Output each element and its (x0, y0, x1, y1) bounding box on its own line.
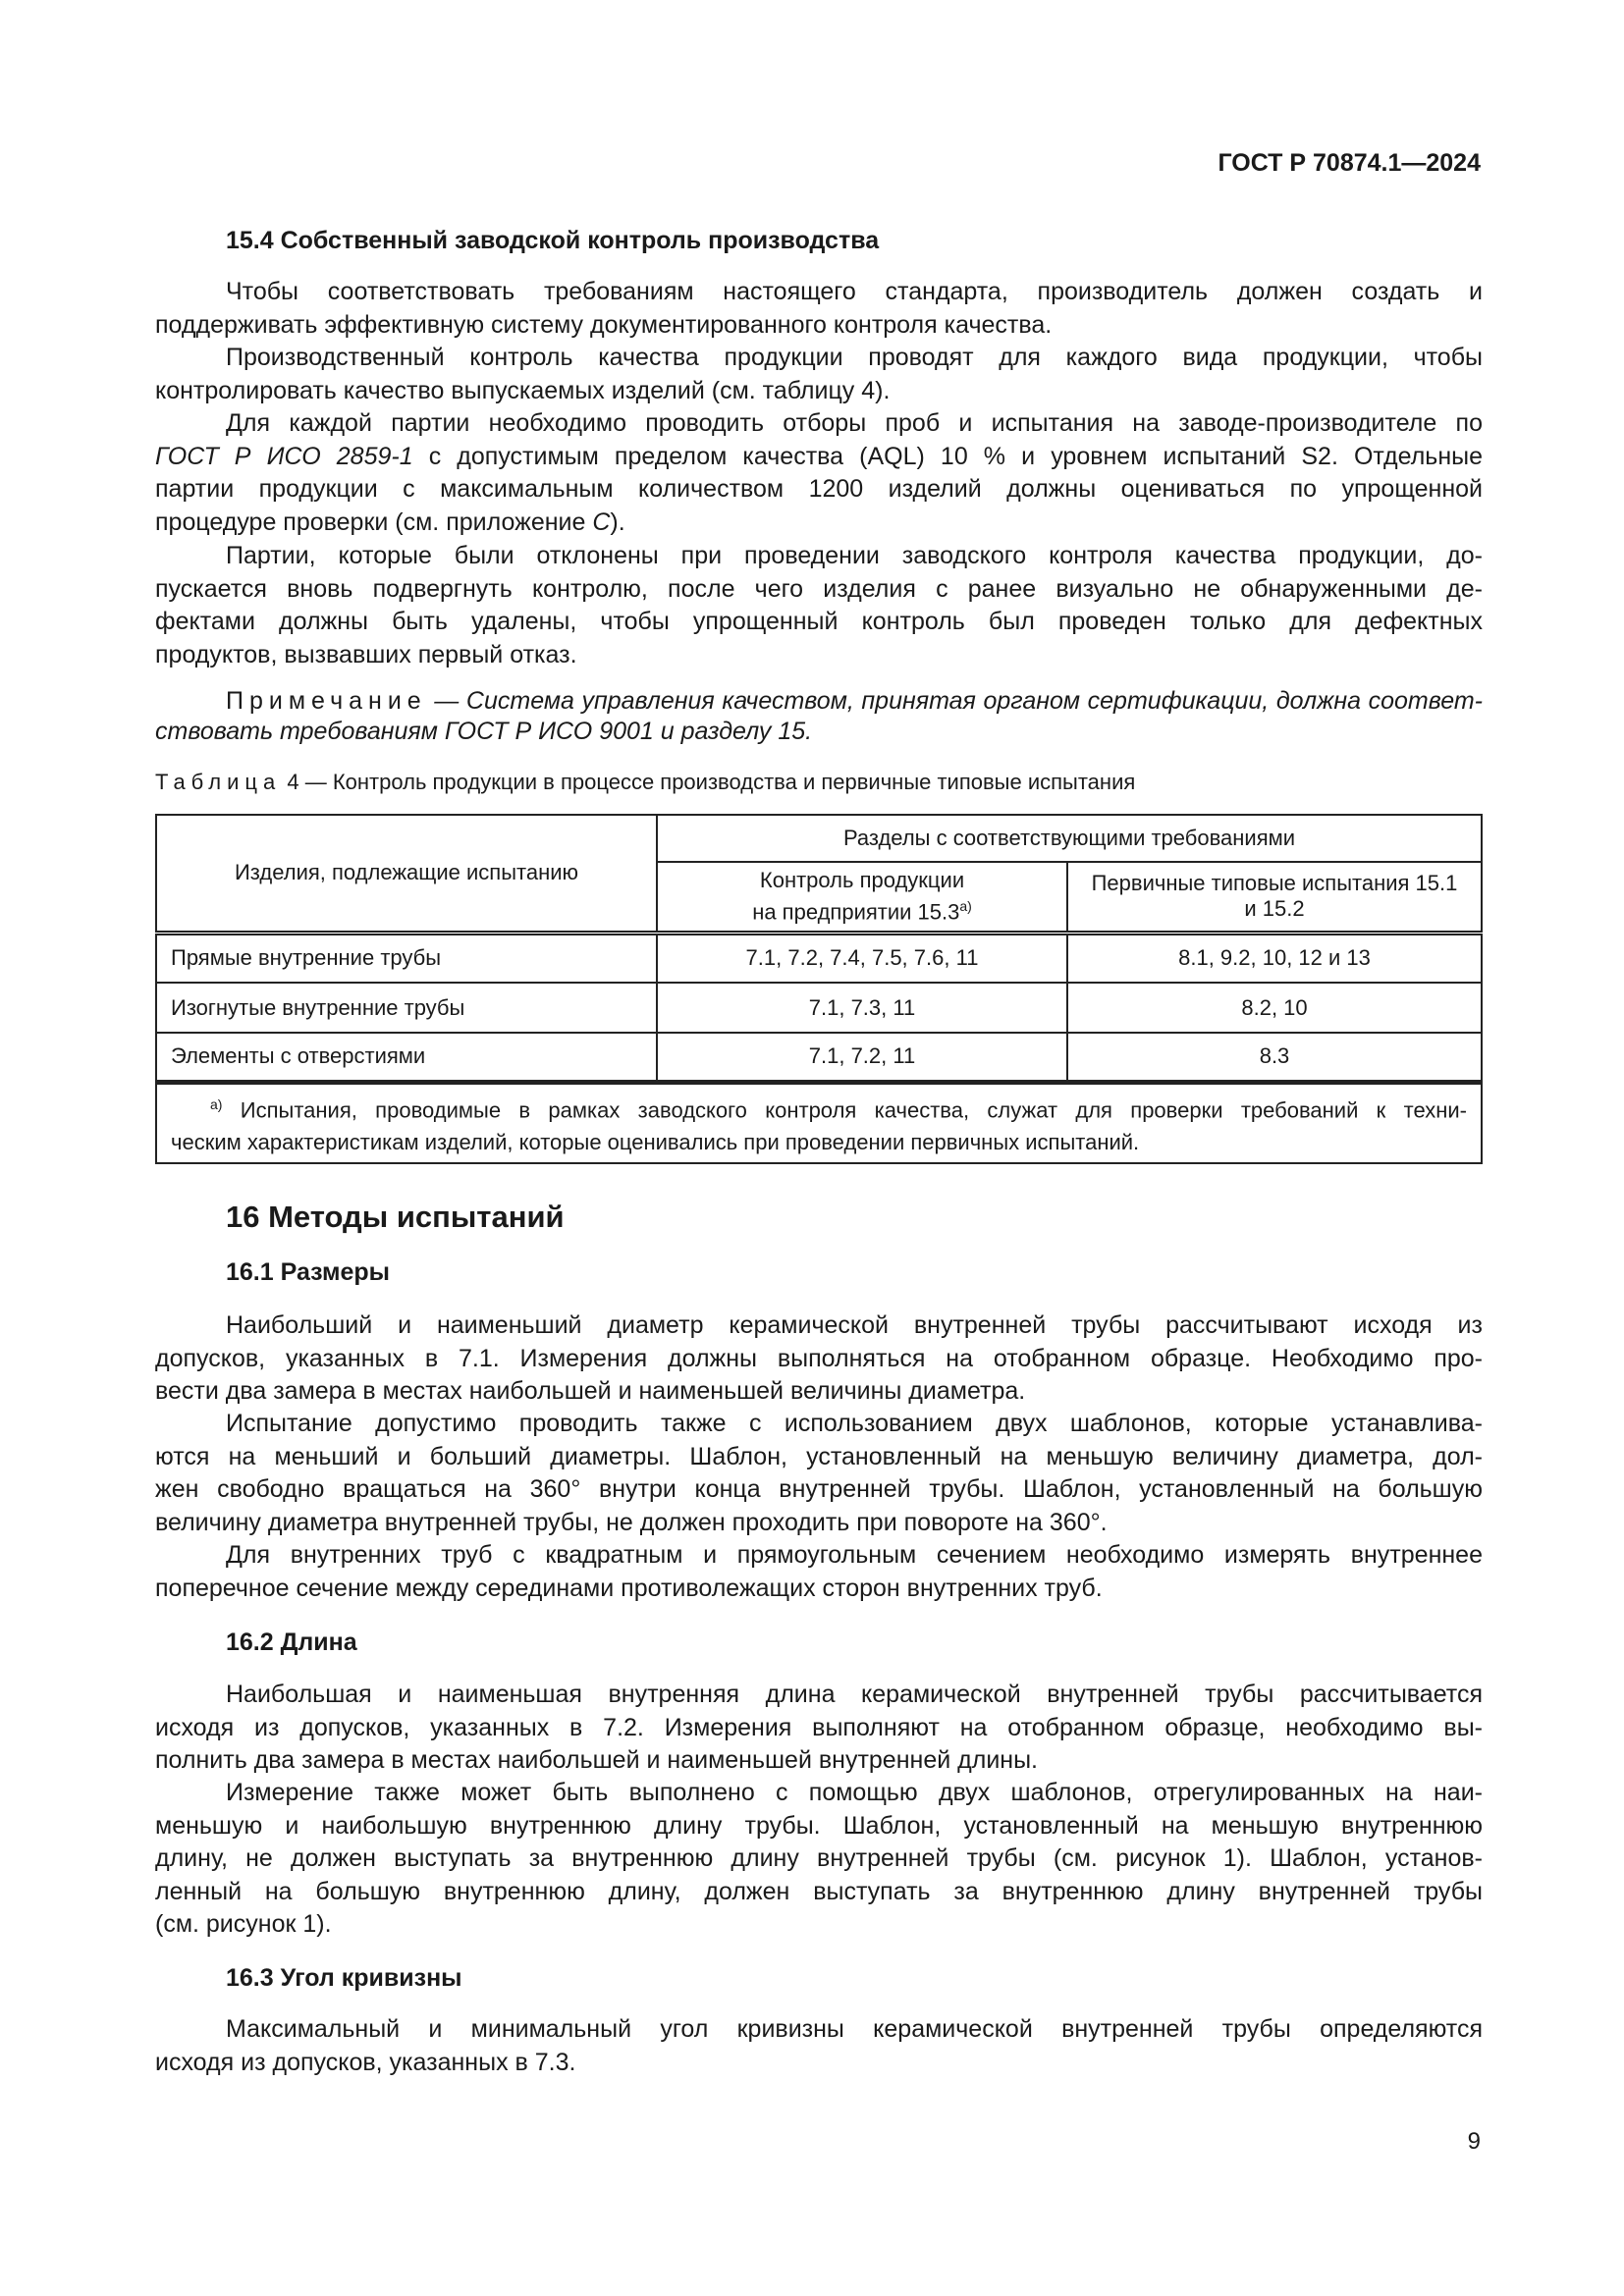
paragraph (155, 1309, 1483, 1409)
table-row (156, 933, 1482, 983)
header-line: Первичные типовые испытания 15.1 (1091, 871, 1458, 896)
text-segment: Для внутренних труб с квадратным и прямоугольным сечением необходимо измерять внутреннее (226, 1541, 1483, 1569)
text-segment: исходя из допусков, указанных в 7.2. Измерения выполняют на отобранном образце, необходимо вы- (155, 1713, 1483, 1741)
text-segment: Измерение также может быть выполнено с помощью двух шаблонов, отрегулированных на наи- (226, 1779, 1483, 1806)
text-line (155, 606, 1483, 639)
text-segment: ются на меньший и больший диаметры. Шаблон, установленный на меньшую величину диаметра, дол- (155, 1442, 1483, 1470)
text-segment: ). (610, 507, 625, 536)
text-line (155, 1679, 1483, 1712)
text-segment: фектами должны быть удалены, чтобы упрощенный контроль был проведен только для дефектных (155, 608, 1483, 635)
section-16-3-heading: 16.3 Угол кривизны (226, 1964, 462, 1992)
text-segment: ГОСТ Р ИСО 2859-1 (155, 442, 413, 470)
text-line (155, 1810, 1483, 1843)
text-segment: пускается вновь подвергнуть контролю, после чего изделия с ранее визуально не обнаруженными де- (155, 574, 1483, 603)
text-segment: партии продукции с максимальным количеством 1200 изделий должны оцениваться по упрощенной (155, 475, 1483, 503)
text-line (155, 1408, 1483, 1441)
table-footnote (156, 1082, 1482, 1163)
footnote-ref: а) (959, 898, 972, 915)
text-line (155, 2047, 1483, 2080)
text-segment: длину, не должен выступать за внутреннюю длину внутренней трубы (см. рисунок 1). Шаблон, установ- (155, 1844, 1483, 1872)
table-row (156, 983, 1482, 1033)
header-factory-control (657, 862, 1067, 933)
paragraph (155, 407, 1483, 539)
text-segment: процедуре проверки (см. приложение (155, 507, 593, 536)
text-segment: поперечное сечение между серединами противолежащих сторон внутренних труб. (155, 1574, 1103, 1602)
text-line (155, 1842, 1483, 1876)
cell-factory: 7.1, 7.3, 11 (657, 983, 1067, 1033)
table-4 (155, 814, 1483, 1164)
text-segment: вести два замера в местах наибольшей и наименьшей величины диаметра. (155, 1377, 1026, 1405)
header-group: Разделы с соответствующими требованиями (657, 815, 1482, 862)
text-segment: полнить два замера в местах наибольшей и наименьшей внутренней длины. (155, 1746, 1038, 1774)
text-segment: Максимальный и минимальный угол кривизны керамической внутренней трубы определяются (226, 2015, 1483, 2043)
text-segment: Испытание допустимо проводить также с использованием двух шаблонов, которые устанавлива- (226, 1410, 1483, 1437)
table-row (156, 1033, 1482, 1082)
section-16-heading: 16 Методы испытаний (226, 1200, 565, 1234)
text-segment: Наибольший и наименьший диаметр керамической внутренней трубы рассчитывают исходя из (226, 1311, 1483, 1339)
text-line (155, 1473, 1483, 1507)
text-segment: исходя из допусков, указанных в 7.3. (155, 2048, 576, 2076)
cell-initial: 8.1, 9.2, 10, 12 и 13 (1067, 933, 1482, 983)
text-line (155, 1507, 1483, 1540)
text-line (155, 309, 1483, 343)
header-line: на предприятии 15.3 (752, 899, 960, 925)
footnote-text: Испытания, проводимые в рамках заводского контроля качества, служат для проверки требований к техни- (222, 1096, 1467, 1122)
text-line (155, 573, 1483, 607)
text-segment: жен свободно вращаться на 360° внутри конца внутренней трубы. Шаблон, установленный на большую (155, 1475, 1483, 1503)
text-line (155, 1777, 1483, 1810)
text-segment: — Система управления качеством, принятая органом сертификации, должна соответ- (426, 687, 1483, 715)
cell-item: Прямые внутренние трубы (156, 933, 657, 983)
table-caption-label: Таблица (155, 770, 282, 794)
text-line (155, 686, 1483, 717)
text-line (155, 717, 1483, 747)
page-number: 9 (1467, 2128, 1481, 2155)
text-line (155, 1309, 1483, 1343)
text-line (155, 1343, 1483, 1376)
paragraph (155, 1679, 1483, 1778)
text-segment: продуктов, вызвавших первый отказ. (155, 640, 577, 668)
text-segment: Наибольшая и наименьшая внутренняя длина керамической внутренней трубы рассчитывается (226, 1681, 1483, 1708)
text-line (155, 1908, 1483, 1942)
text-line (155, 1375, 1483, 1409)
text-line (155, 473, 1483, 507)
text-segment: меньшую и наибольшую внутреннюю длину трубы. Шаблон, установленный на меньшую внутреннюю (155, 1811, 1483, 1840)
text-segment: Чтобы соответствовать требованиям настоящего стандарта, производитель должен создать и (226, 278, 1483, 305)
table-caption-text: 4 — Контроль продукции в процессе производства и первичные типовые испытания (281, 770, 1136, 794)
document-header-id: ГОСТ Р 70874.1—2024 (1218, 149, 1481, 177)
text-line (155, 1712, 1483, 1745)
text-segment: Для каждой партии необходимо проводить отборы проб и испытания на заводе-производителе по (226, 409, 1483, 437)
cell-initial: 8.3 (1067, 1033, 1482, 1082)
text-segment: контролировать качество выпускаемых изделий (см. таблицу 4). (155, 376, 891, 404)
text-segment: С (592, 507, 611, 536)
text-line (155, 276, 1483, 309)
paragraph (155, 540, 1483, 671)
cell-item: Изогнутые внутренние трубы (156, 983, 657, 1033)
text-line (155, 441, 1483, 474)
text-line (155, 1744, 1483, 1778)
cell-factory: 7.1, 7.2, 7.4, 7.5, 7.6, 11 (657, 933, 1067, 983)
text-segment: величину диаметра внутренней трубы, не должен проходить при повороте на 360°. (155, 1508, 1108, 1536)
text-line (155, 1441, 1483, 1474)
footnote-mark: а) (210, 1095, 223, 1112)
footnote-line: ческим характеристикам изделий, которые оценивались при проведении первичных испытаний. (171, 1129, 1140, 1154)
paragraph (155, 342, 1483, 407)
text-line (155, 1539, 1483, 1573)
text-line (155, 342, 1483, 375)
text-line (155, 540, 1483, 573)
text-segment: (см. рисунок 1). (155, 1910, 332, 1938)
paragraph (155, 1408, 1483, 1539)
text-segment: ствовать требованиям ГОСТ Р ИСО 9001 и разделу 15. (155, 718, 813, 745)
paragraph (155, 276, 1483, 342)
section-16-2-heading: 16.2 Длина (226, 1629, 357, 1656)
header-initial-tests (1067, 862, 1482, 933)
text-line (155, 2013, 1483, 2047)
text-line (155, 375, 1483, 408)
text-segment: Партии, которые были отклонены при проведении заводского контроля качества продукции, до- (226, 542, 1483, 569)
section-16-1-heading: 16.1 Размеры (226, 1258, 390, 1286)
paragraph (155, 1777, 1483, 1942)
text-line (155, 507, 1483, 540)
text-line (155, 1573, 1483, 1606)
header-line: Контроль продукции (759, 868, 965, 893)
cell-item: Элементы с отверстиями (156, 1033, 657, 1082)
cell-factory: 7.1, 7.2, 11 (657, 1033, 1067, 1082)
text-line (155, 639, 1483, 672)
header-items: Изделия, подлежащие испытанию (156, 815, 657, 933)
text-segment: ленный на большую внутреннюю длину, должен выступать за внутреннюю длину внутренней трубы (155, 1877, 1483, 1905)
paragraph (155, 1539, 1483, 1605)
section-15-4-heading: 15.4 Собственный заводской контроль производства (226, 227, 880, 254)
header-line: и 15.2 (1244, 896, 1305, 922)
text-segment: Примечание (226, 687, 427, 715)
text-line (155, 407, 1483, 441)
text-segment: поддерживать эффективную систему документированного контроля качества. (155, 310, 1053, 339)
text-segment: с допустимым пределом качества (AQL) 10 % и уровнем испытаний S2. Отдельные (412, 442, 1484, 470)
cell-initial: 8.2, 10 (1067, 983, 1482, 1033)
text-segment: Производственный контроль качества продукции проводят для каждого вида продукции, чтобы (226, 344, 1483, 371)
table-caption (155, 770, 1135, 795)
text-segment: допусков, указанных в 7.1. Измерения должны выполняться на отобранном образце. Необходимо про- (155, 1344, 1483, 1372)
footnote-line (171, 1089, 1467, 1126)
text-line (155, 1876, 1483, 1909)
paragraph (155, 2013, 1483, 2079)
note (155, 686, 1483, 747)
